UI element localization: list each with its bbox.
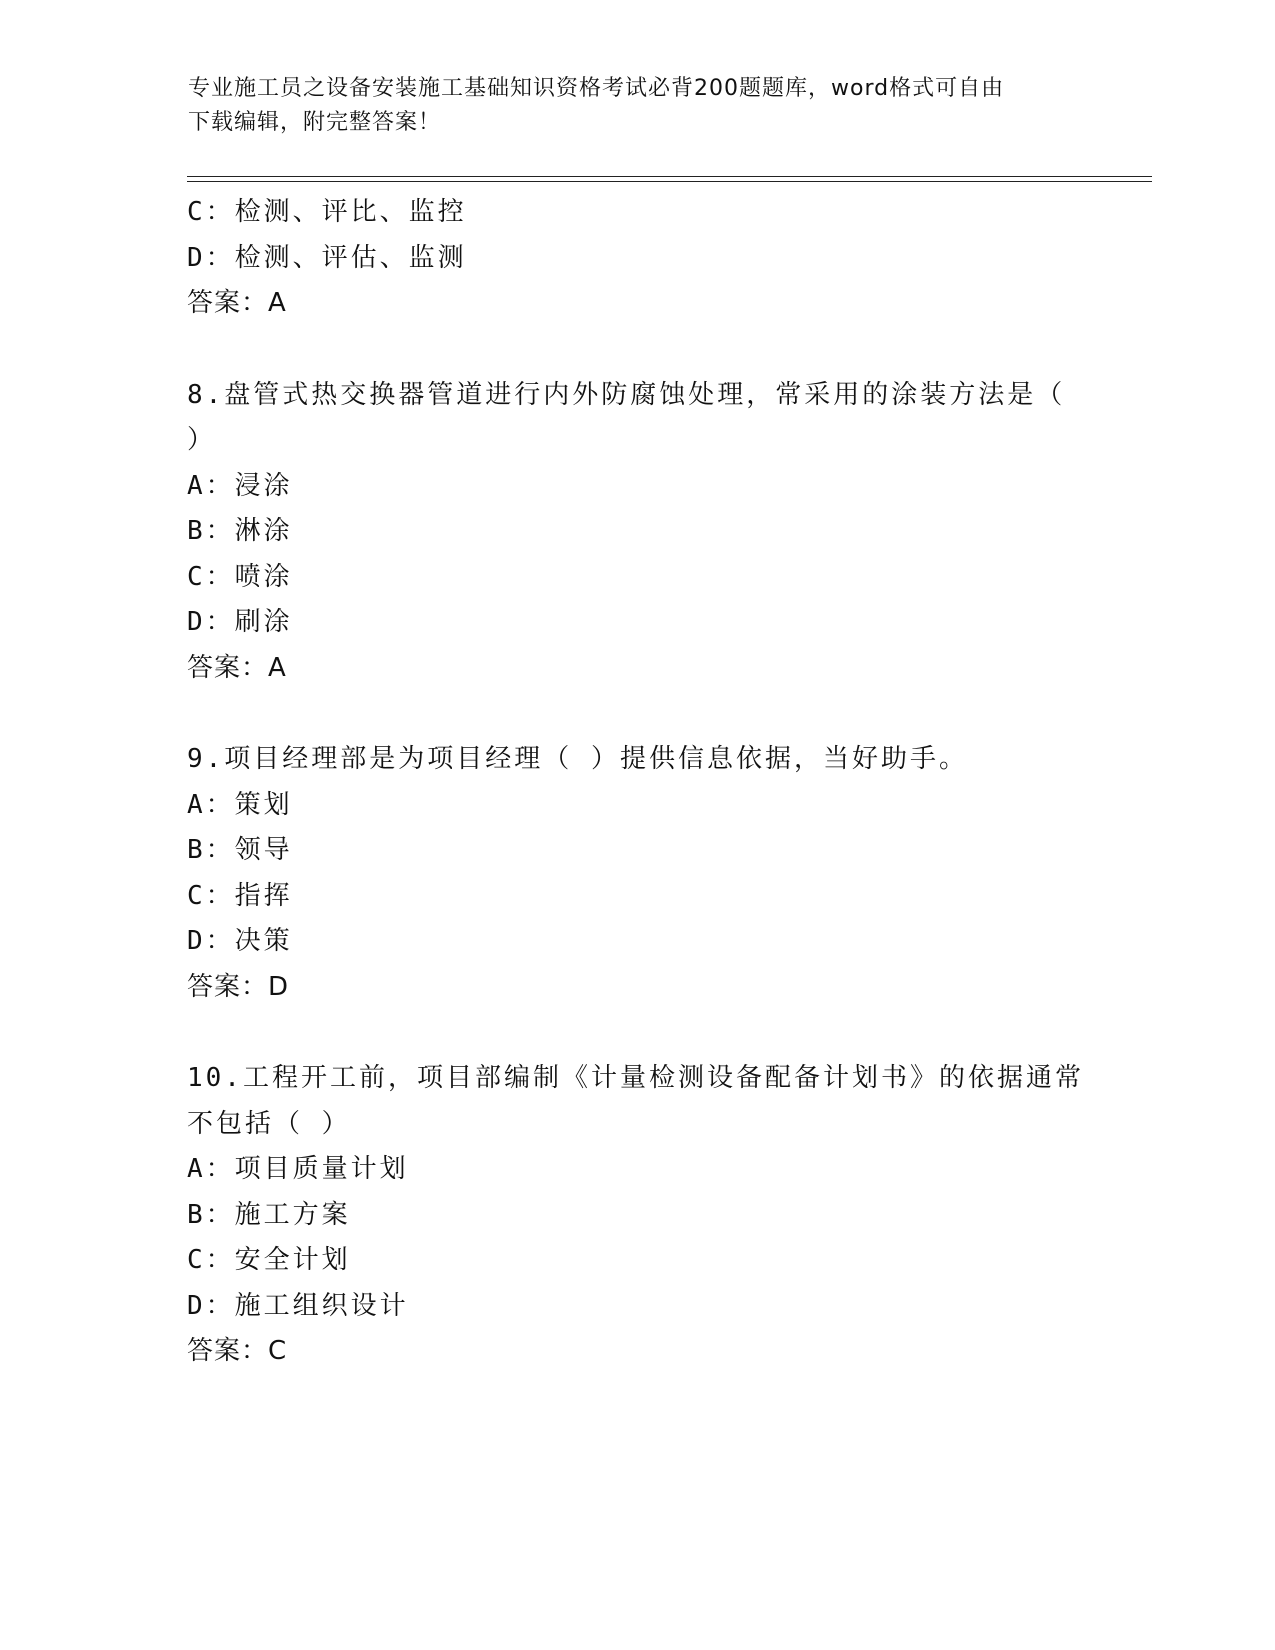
option-d: D：检测、评估、监测 xyxy=(187,242,467,273)
question-9 xyxy=(187,737,1087,1010)
question-stem: 10.工程开工前，项目部编制《计量检测设备配备计划书》的依据通常 xyxy=(187,1063,1084,1093)
answer: 答案：C xyxy=(187,1336,288,1366)
option-d: D：决策 xyxy=(187,926,293,956)
option-a: A：浸涂 xyxy=(187,470,293,501)
header-divider-top xyxy=(187,176,1152,177)
header-line-2: 下载编辑，附完整答案！ xyxy=(188,110,442,135)
option-c: C：喷涂 xyxy=(187,561,293,592)
question-8 xyxy=(187,373,1087,692)
option-c: C：安全计划 xyxy=(187,1245,351,1275)
option-d: D：刷涂 xyxy=(187,607,293,637)
question-stem: 9.项目经理部是为项目经理（ ）提供信息依据，当好助手。 xyxy=(187,744,968,774)
option-a: A：项目质量计划 xyxy=(187,1154,409,1184)
option-c: C：指挥 xyxy=(187,880,293,911)
spacer xyxy=(187,691,1087,737)
question-stem: 8.盘管式热交换器管道进行内外防腐蚀处理，常采用的涂装方法是（ xyxy=(187,379,1066,410)
spacer xyxy=(187,327,1087,373)
option-b: B：淋涂 xyxy=(187,516,293,546)
question-10 xyxy=(187,1056,1087,1375)
question-list xyxy=(187,190,1087,1375)
question-stem-cont: ） xyxy=(187,425,217,455)
question-7-tail xyxy=(187,190,1087,327)
question-stem-cont: 不包括（ ） xyxy=(187,1108,351,1139)
document-header xyxy=(188,72,1068,140)
spacer xyxy=(187,1010,1087,1056)
header-divider-bottom xyxy=(187,181,1152,182)
option-b: B：领导 xyxy=(187,835,293,865)
option-c: C：检测、评比、监控 xyxy=(187,197,467,227)
option-a: A：策划 xyxy=(187,789,293,820)
option-b: B：施工方案 xyxy=(187,1199,351,1230)
header-line-1: 专业施工员之设备安装施工基础知识资格考试必背200题题库，word格式可自由 xyxy=(188,76,1005,101)
answer: 答案：A xyxy=(187,652,287,683)
option-d: D：施工组织设计 xyxy=(187,1290,409,1321)
answer: 答案：D xyxy=(187,971,290,1002)
answer: 答案：A xyxy=(187,288,287,318)
